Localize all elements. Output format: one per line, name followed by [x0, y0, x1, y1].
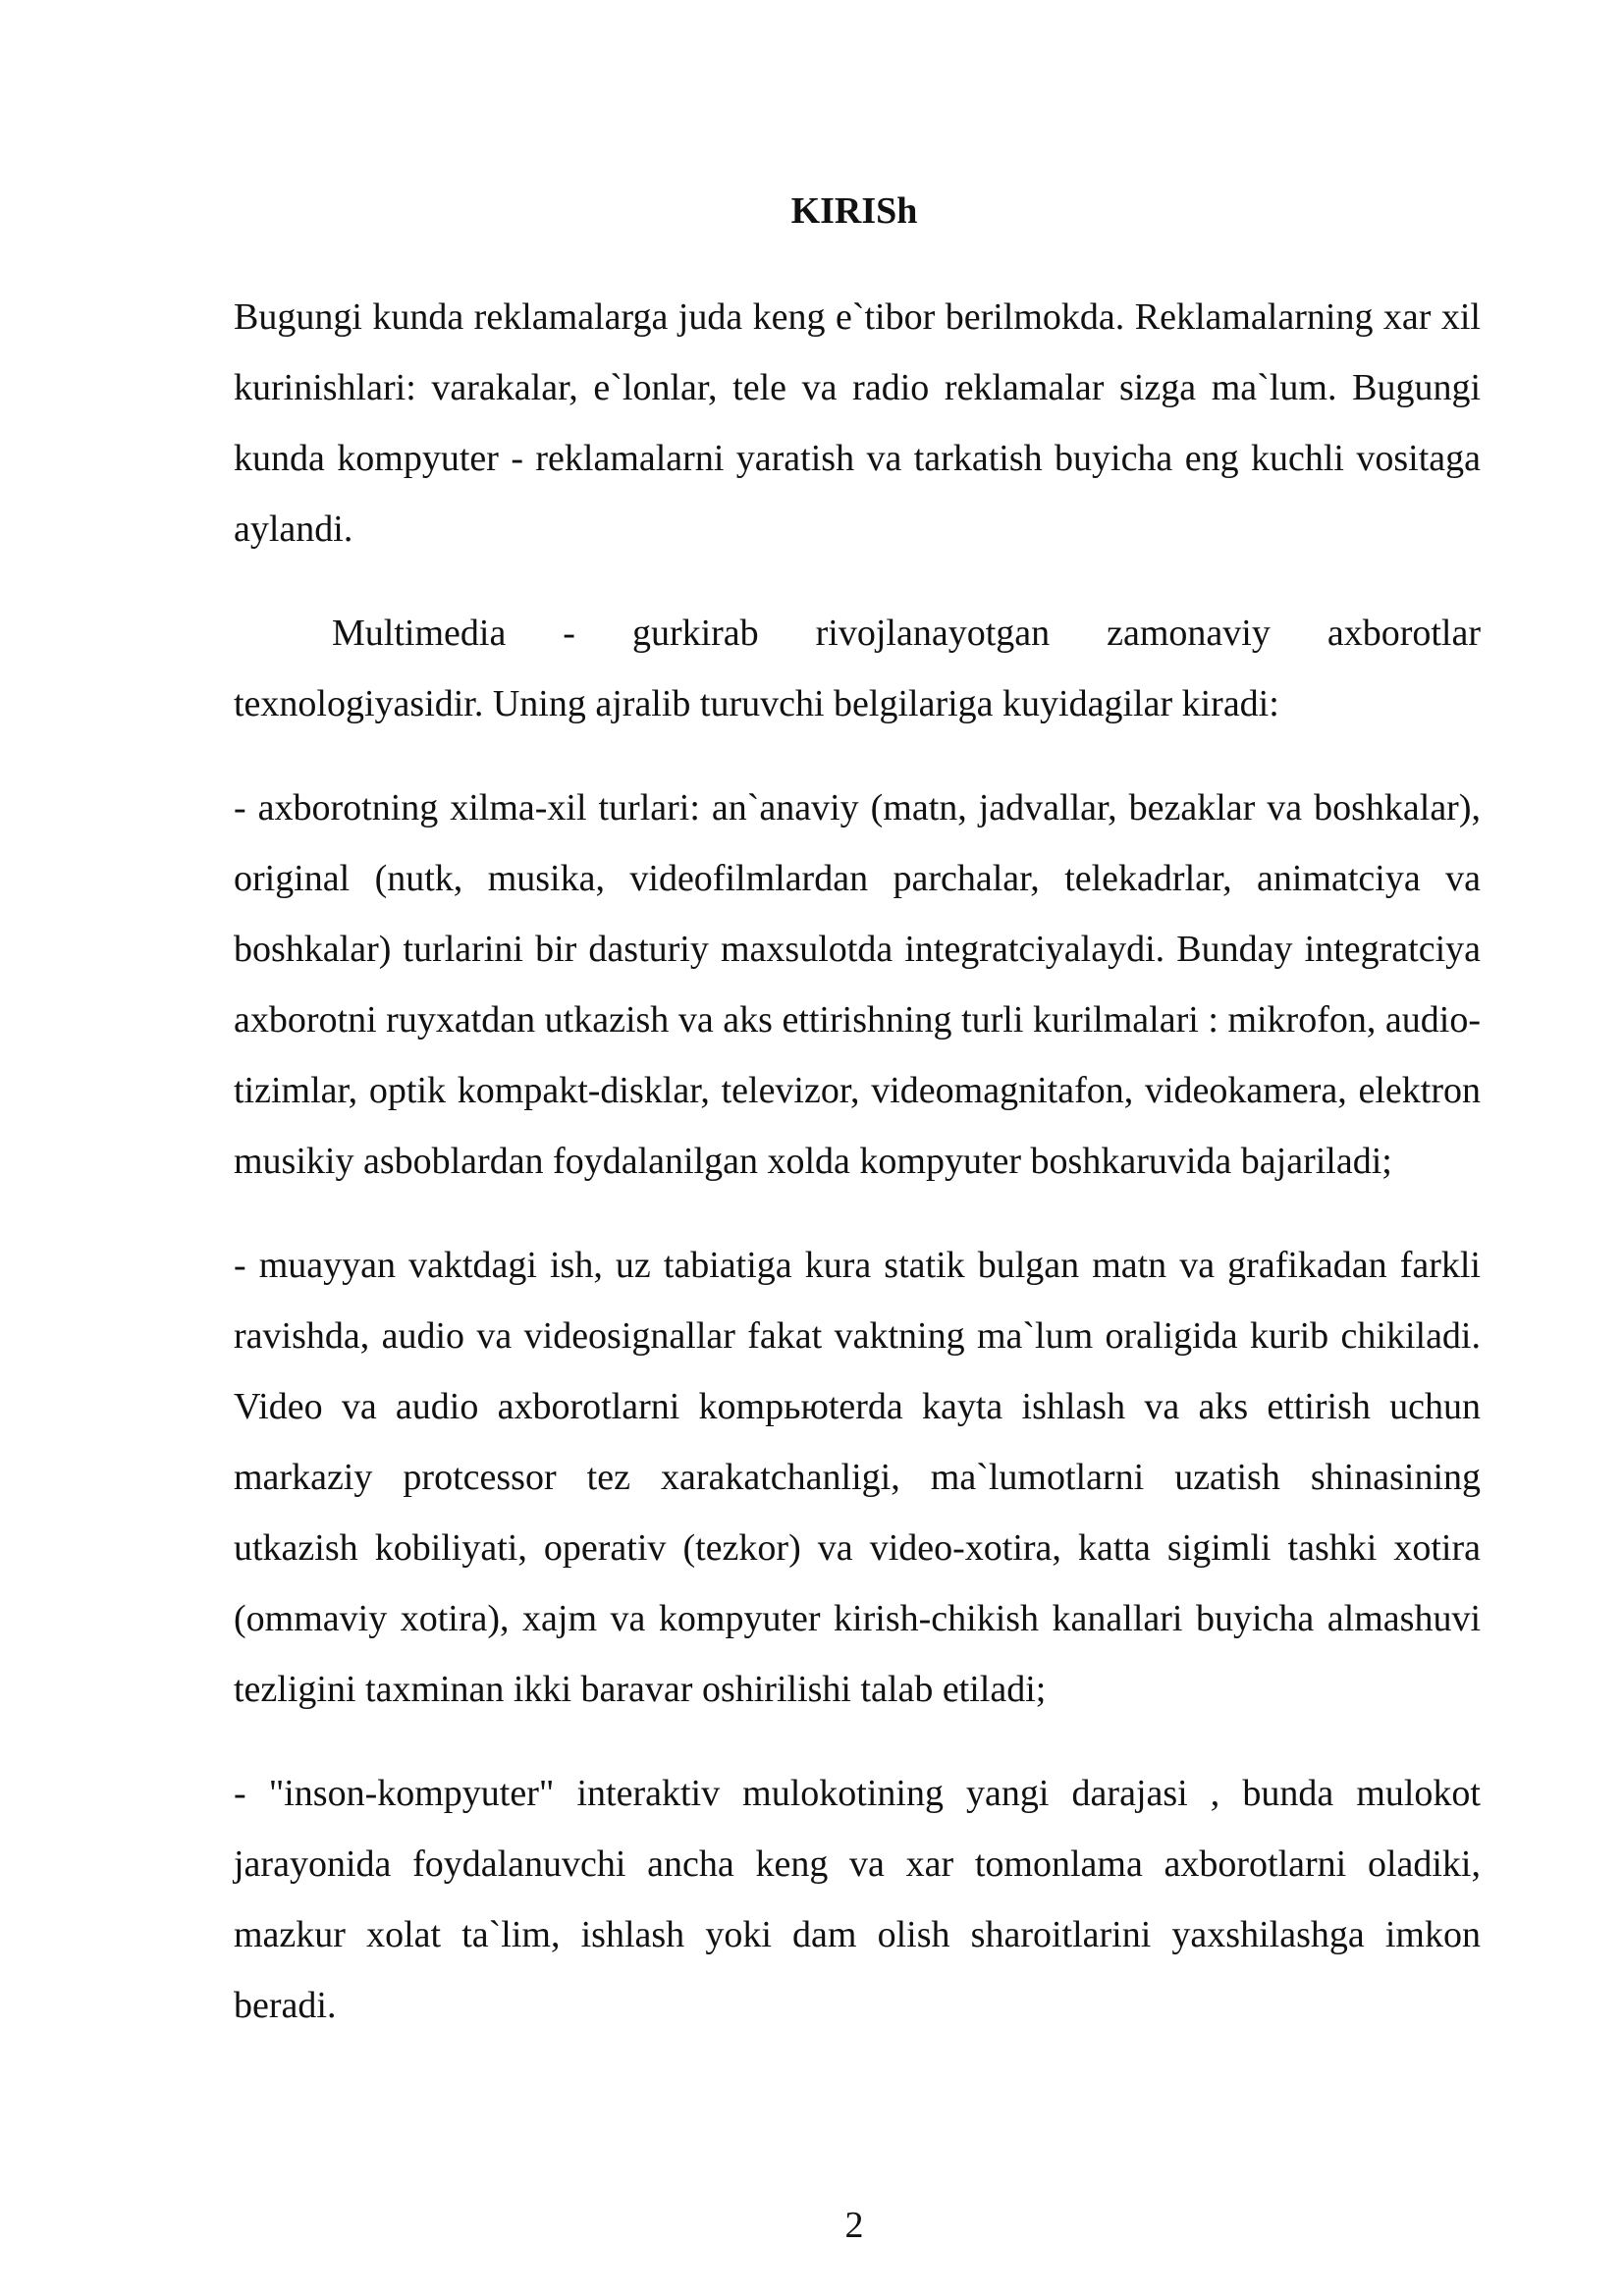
body-text	[234, 282, 1481, 2074]
page-number: 2	[844, 2205, 864, 2246]
page-title: KIRISh	[790, 190, 918, 232]
list-item-info-types: - axborotning xilma-xil turlari: an`anaviy (matn, jadvallar, bezaklar va boshkalar), original (nutk, musika, videofilmlardan parchalar, telekadrlar, animatciya va boshkalar) turlarini bir dasturiy maxsulotda integratciyalaydi. Bunday integratciya axborotni ruyxatdan utkazish va aks ettirishning turli kurilmalari : mikrofon, audio-tizimlar, optik kompakt-disklar, televizor, videomagnitafon, videokamera, elektron musikiy asboblardan foydalanilgan xolda kompyuter boshkaruvida bajariladi;	[234, 787, 1481, 1182]
paragraph-intro: Bugungi kunda reklamalarga juda keng e`tibor berilmokda. Reklamalarning xar xil kurinishlari: varakalar, e`lonlar, tele va radio reklamalar sizga ma`lum. Bugungi kunda kompyuter - reklamalarni yaratish va tarkatish buyicha eng kuchli vositaga aylandi.	[234, 296, 1481, 550]
list-item-interaction: - "inson-kompyuter" interaktiv mulokotining yangi darajasi , bunda mulokot jarayonida foydalanuvchi ancha keng va xar tomonlama axborotlarni oladiki, mazkur xolat ta`lim, ishlash yoki dam olish sharoitlarini yaxshilashga imkon beradi.	[234, 1773, 1481, 2026]
list-item-realtime: - muayyan vaktdagi ish, uz tabiatiga kura statik bulgan matn va grafikadan farkli ravishda, audio va videosignallar fakat vaktning ma`lum oraligida kurib chikiladi. Video va audio axborotlarni kompьюterda kayta ishlash va aks ettirish uchun markaziy protcessor tez xarakatchanligi, ma`lumotlarni uzatish shinasining utkazish kobiliyati, operativ (tezkor) va video-xotira, katta sigimli tashki xotira (ommaviy xotira), xajm va kompyuter kirish-chikish kanallari buyicha almashuvi tezligini taxminan ikki baravar oshirilishi talab etiladi;	[234, 1245, 1481, 1710]
paragraph-multimedia: Multimedia - gurkirab rivojlanayotgan zamonaviy axborotlar texnologiyasidir. Uning ajralib turuvchi belgilariga kuyidagilar kiradi:	[234, 613, 1481, 724]
